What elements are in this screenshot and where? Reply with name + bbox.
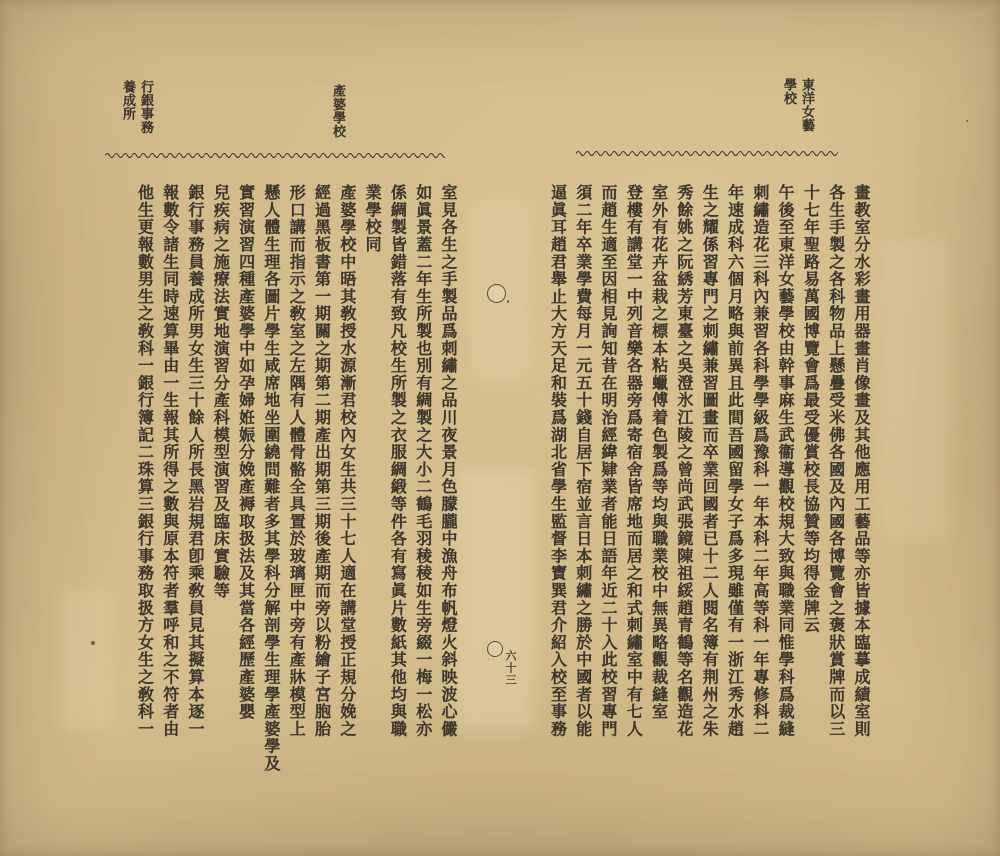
text-column: 而趙生適至因相見詢知昔在明治經緯肄業者能日語年近二十入此校習專門 [599,184,617,738]
right-page-text-block [539,184,868,784]
text-column: 年速成科六個月略與前異且此間吾國留學女子爲多現雖僅有一浙江秀水趙 [725,184,743,738]
text-column: 逼眞耳趙君舉止大方天足和裝爲湖北省學生監督李寶巽君介紹入校至事務 [548,184,566,738]
wavy-rule [105,151,445,158]
folio-number: 六十三 [504,650,516,686]
running-head-line: 養成所 [121,80,136,121]
text-column: 登樓有講堂一中列音樂各器旁爲寄宿舍皆席地而居之和式刺繡室中有七人 [624,184,642,738]
running-head-midwife-school [328,84,346,154]
text-column: 各生手製之各科物品上懸疊受米佛各國及內國各博覽會之褒狀賞牌而以三 [826,184,844,738]
running-head-bank-clerk-institute [118,80,154,160]
text-column: 他生更報數男生之敎科一銀行簿記二珠算三銀行事務取扱方女生之敎科一 [135,184,153,738]
ink-speck [91,641,95,645]
showthrough-patch [455,470,535,730]
text-column: 形口講而指示之敎室之左隅有人體骨骼全具置於玻璃匣中旁有產牀模型上 [287,184,305,738]
text-column: 須二年卒業學費每月一元五十錢自居下宿並言日本刺繡之勝於中國者以能 [573,184,591,738]
text-column: 十七年聖路易萬國博覽會爲最受優賞校長協贊等均得金牌云 [801,184,819,634]
text-column: 銀行事務員養成所男女生三十餘人所長黑岩規君卽乘敎員見其擬算本逐一 [186,184,204,738]
text-column: 業學校同 [363,184,381,254]
text-column: 兒疾病之施療法實地演習分產科模型演習及臨床實驗等 [211,184,229,600]
text-column: 秀餘姚之阮綉芳東臺之吳澄氷江陵之曾尚武張鏡陳祖綏趙青鶴等名觀造花 [674,184,692,738]
text-column: 如眞景蓋二年生所製也別有綢製之大小二鶴毛羽稜稜如生旁綴一梅一松亦 [413,184,431,738]
text-column: 實習演習四種產婆學中如孕婦姙娠分娩產褥取扱法及其當各經歷產婆嬰 [236,184,254,721]
text-column: 生之耀係習專門之刺繡兼習圖畫而卒業回國者已十二人閱名簿有荆州之朱 [700,184,718,738]
text-column: 刺繡造花三科內兼習各科學學級爲豫科一年本科二年高等科一年專修科二 [750,184,768,738]
text-column: 畫教室分水彩畫用器畫肖像畫及其他應用工藝品等亦皆據本臨摹成績室則 [852,184,869,738]
showthrough-patch [60,590,115,730]
ink-speck [507,300,509,303]
binding-hole [487,641,503,657]
text-column: 室外有花卉盆栽之標本粘蠟傅着色製爲等均與職業校中無異略觀裁縫室 [649,184,667,721]
text-column: 經過黑板書第一期關之期第二期產出期第三期後產期而旁以粉繪子宮胞胎 [312,184,330,738]
text-column: 報數令諸生同時速算畢由一生報其所得之數與原本符者羣呼和之不符者由 [160,184,178,738]
running-head-line: 產婆學校 [331,84,346,138]
ink-speck [966,120,968,122]
left-page-text-block [126,184,455,784]
running-head-line: 行銀事務 [139,80,154,134]
wavy-rule [576,149,838,156]
text-column: 懸人體生理各圖片學生咸席地坐圍繞問難者多其學科分解剖學生理學產婆學及 [261,184,279,773]
running-head-line: 東洋女藝 [800,78,815,132]
binding-hole [487,284,506,303]
running-head-line: 學校 [782,78,797,105]
text-column: 午後至東洋女藝學校由幹事麻生武衞導觀校規大致與職業同惟學科爲裁縫 [776,184,794,738]
showthrough-patch [880,240,950,540]
text-column: 產婆學校中晤其敎授水源漸君校內女生共三十七人適在講堂授正規分娩之 [337,184,355,738]
text-column: 係綢製皆錯落有致凡校生所製之衣服綢緞等件各有寫眞片數紙其他均與職 [388,184,406,738]
text-column: 室見各生之手製品爲刺繡之品川夜景月色朦朧中漁舟布帆燈火斜映波心儼 [439,184,456,738]
